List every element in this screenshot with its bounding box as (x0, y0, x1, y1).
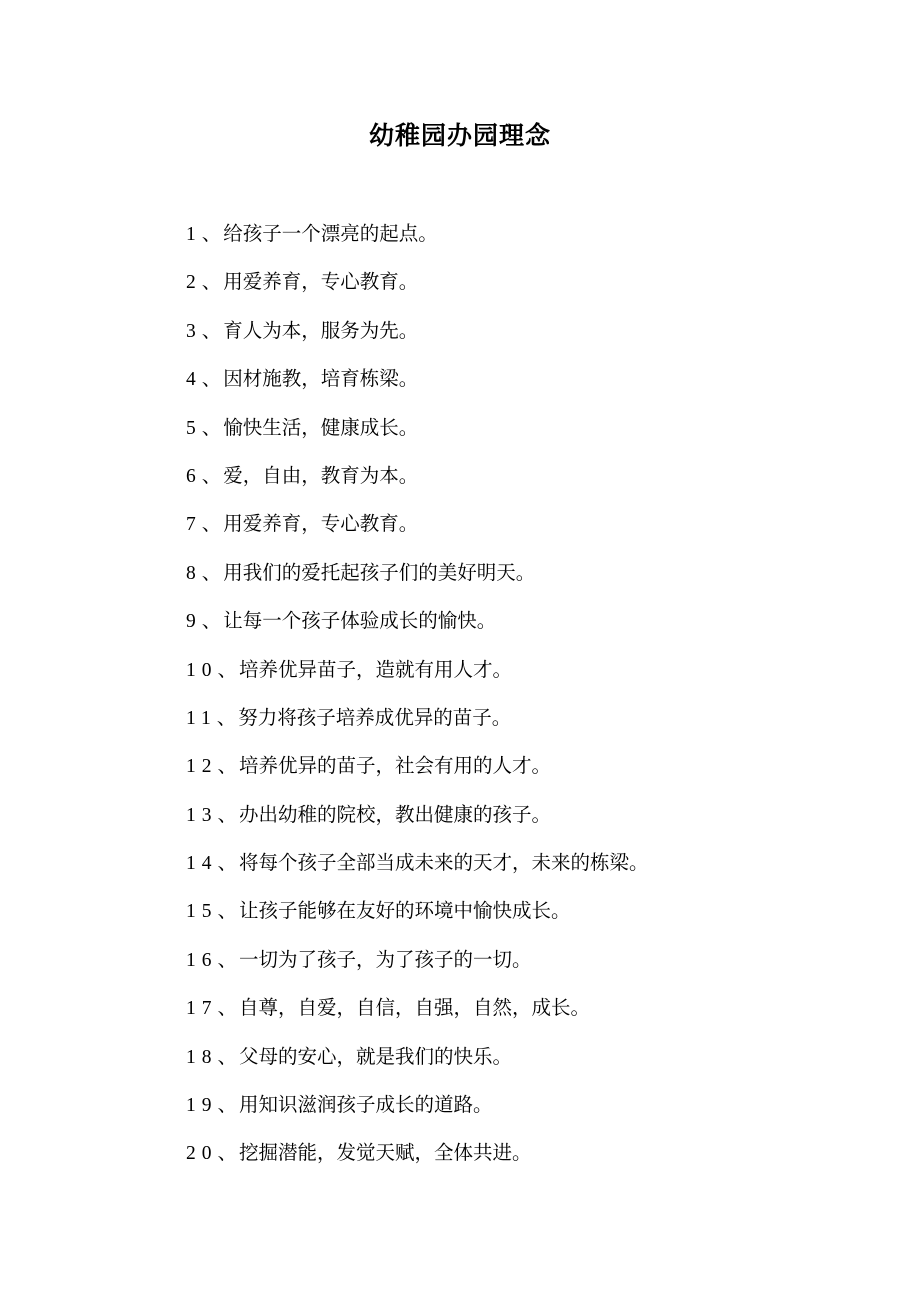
list-item (186, 361, 649, 409)
item-separator: 、 (217, 1093, 238, 1117)
list-item (186, 942, 649, 990)
list-item (186, 797, 649, 845)
item-separator: 、 (217, 996, 238, 1020)
item-number: 11 (186, 707, 217, 729)
item-number: 14 (186, 853, 218, 875)
list-item (186, 555, 649, 603)
item-separator: 、 (216, 705, 237, 729)
item-separator: 、 (217, 1044, 238, 1068)
item-text: 父母的安心，就是我们的快乐。 (239, 1044, 513, 1068)
item-text: 让孩子能够在友好的环境中愉快成长。 (239, 899, 571, 923)
item-text: 培养优异的苗子，社会有用的人才。 (239, 754, 552, 778)
list-item (186, 652, 649, 700)
item-text: 愉快生活，健康成长。 (223, 415, 419, 439)
item-text: 用我们的爱托起孩子们的美好明天。 (223, 560, 536, 584)
item-separator: 、 (201, 609, 222, 633)
item-number: 19 (186, 1095, 218, 1117)
list-item (186, 216, 649, 264)
list-item (186, 990, 649, 1038)
list-item (186, 1039, 649, 1087)
list-item (186, 603, 649, 651)
item-number: 17 (186, 998, 218, 1020)
list-item (186, 845, 649, 893)
item-separator: 、 (201, 512, 222, 536)
item-number: 20 (186, 1143, 218, 1165)
item-number: 1 (186, 224, 202, 245)
item-separator: 、 (201, 463, 222, 487)
list-item (186, 458, 649, 506)
item-text: 挖掘潜能，发觉天赋，全体共进。 (239, 1141, 532, 1165)
item-text: 培养优异苗子，造就有用人才。 (239, 657, 513, 681)
item-separator: 、 (201, 318, 222, 342)
principles-list (186, 216, 649, 1184)
item-number: 15 (186, 901, 218, 923)
item-separator: 、 (201, 415, 222, 439)
item-separator: 、 (217, 754, 238, 778)
item-number: 3 (186, 320, 202, 342)
item-number: 18 (186, 1046, 218, 1068)
item-text: 自尊，自爱，自信，自强，自然，成长。 (239, 996, 591, 1020)
item-text: 给孩子一个漂亮的起点。 (223, 222, 438, 245)
item-number: 5 (186, 417, 202, 439)
item-text: 努力将孩子培养成优异的苗子。 (238, 705, 512, 729)
item-text: 让每一个孩子体验成长的愉快。 (223, 609, 497, 633)
item-text: 一切为了孩子，为了孩子的一切。 (239, 947, 532, 971)
item-text: 育人为本，服务为先。 (223, 318, 419, 342)
item-separator: 、 (217, 899, 238, 923)
list-item (186, 410, 649, 458)
item-text: 办出幼稚的院校，教出健康的孩子。 (239, 802, 552, 826)
list-item (186, 893, 649, 941)
list-item (186, 264, 649, 312)
list-item (186, 700, 649, 748)
item-number: 9 (186, 611, 202, 633)
item-separator: 、 (201, 270, 222, 294)
item-separator: 、 (217, 657, 238, 681)
list-item (186, 313, 649, 361)
item-text: 用爱养育，专心教育。 (223, 512, 419, 536)
list-item (186, 1087, 649, 1135)
document-title: 幼稚园办园理念 (368, 121, 551, 150)
item-text: 爱，自由，教育为本。 (223, 463, 419, 487)
item-text: 用爱养育，专心教育。 (223, 270, 419, 294)
item-separator: 、 (201, 560, 222, 584)
item-separator: 、 (201, 367, 222, 391)
item-number: 7 (186, 514, 202, 536)
item-separator: 、 (217, 851, 238, 875)
item-number: 2 (186, 272, 202, 294)
item-text: 将每个孩子全部当成未来的天才，未来的栋梁。 (239, 851, 649, 875)
list-item (186, 748, 649, 796)
item-number: 4 (186, 369, 202, 391)
list-item (186, 1135, 649, 1183)
item-separator: 、 (217, 802, 238, 826)
item-number: 12 (186, 756, 218, 778)
item-number: 10 (186, 659, 218, 681)
item-number: 6 (186, 465, 202, 487)
item-separator: 、 (201, 222, 222, 245)
item-number: 8 (186, 562, 202, 584)
item-text: 用知识滋润孩子成长的道路。 (239, 1093, 493, 1117)
item-number: 16 (186, 949, 218, 971)
list-item (186, 506, 649, 554)
item-text: 因材施教，培育栋梁。 (223, 367, 419, 391)
item-separator: 、 (217, 1141, 238, 1165)
item-separator: 、 (217, 947, 238, 971)
item-number: 13 (186, 804, 218, 826)
